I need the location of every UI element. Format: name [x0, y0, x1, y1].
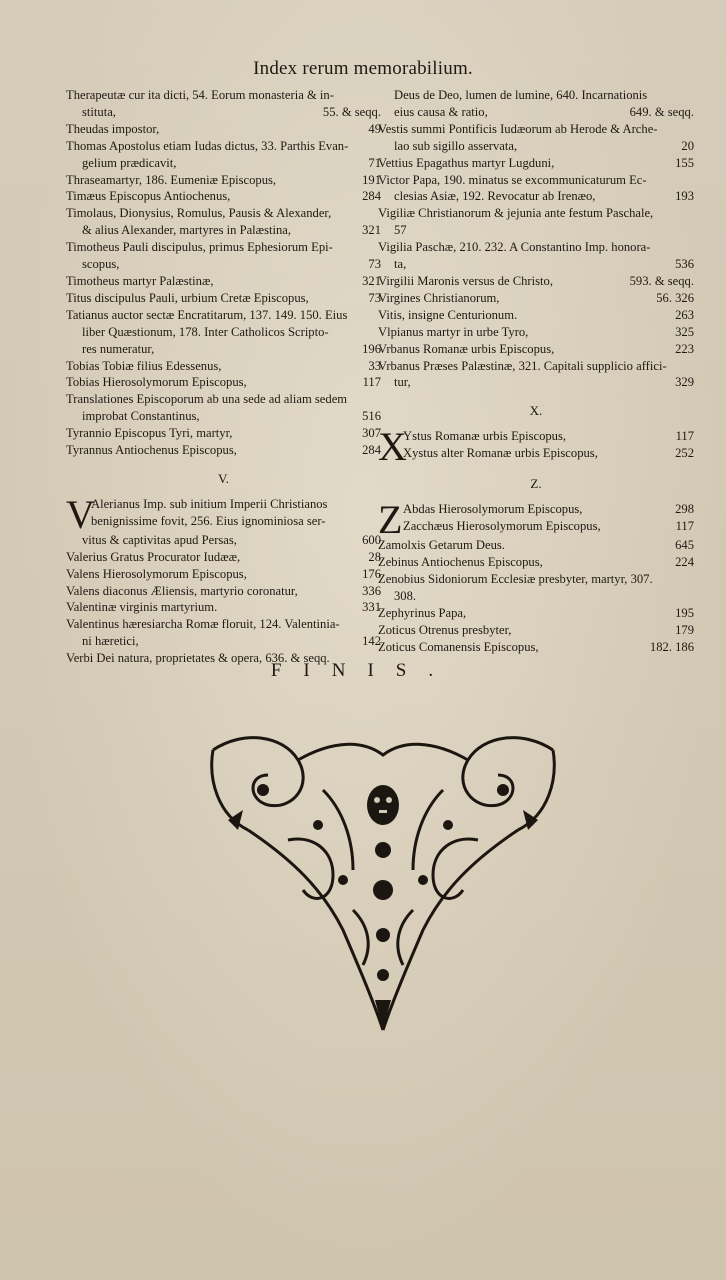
- entry-line: [66, 307, 381, 324]
- entry-line: [378, 104, 694, 121]
- index-entry: [378, 155, 694, 172]
- entry-text: Vigiliæ Christianorum & jejunia ante festum Paschale,: [378, 206, 654, 221]
- entry-page: 196: [362, 341, 381, 356]
- entry-line: [403, 445, 694, 462]
- entry-line: [378, 588, 694, 605]
- entry-text: Vrbanus Præses Palæstinæ, 321. Capitali supplicio affici-: [378, 358, 667, 373]
- index-entry: [66, 566, 381, 583]
- entry-text: Vettius Epagathus martyr Lugduni,: [378, 155, 555, 170]
- entry-text: Thomas Apostolus etiam Iudas dictus, 33. Parthis Evan-: [66, 138, 349, 153]
- entry-text: Xystus alter Romanæ urbis Episcopus,: [403, 446, 598, 461]
- entry-text: Alerianus Imp. sub initium Imperii Christianos: [91, 496, 328, 511]
- entry-text: improbat Constantinus,: [82, 409, 200, 424]
- entry-line: [378, 87, 694, 104]
- entry-line: [378, 138, 694, 155]
- entry-text: Tobias Hierosolymorum Episcopus,: [66, 375, 247, 390]
- entry-line: [66, 324, 381, 341]
- entry-text: Vitis, insigne Centurionum.: [378, 307, 518, 322]
- entry-line: [378, 121, 694, 138]
- entry-page: [690, 121, 694, 138]
- entry-text: Tyrannus Antiochenus Episcopus,: [66, 443, 237, 458]
- entry-text: Timæus Episcopus Antiochenus,: [66, 189, 231, 204]
- entry-page: 117: [675, 429, 694, 444]
- entry-page: 195: [675, 605, 694, 620]
- entry-line: [66, 549, 381, 566]
- entry-text: Zamolxis Getarum Deus.: [378, 538, 505, 553]
- index-entry: [66, 205, 381, 239]
- index-entry: [66, 583, 381, 600]
- entry-page: 325: [675, 324, 694, 339]
- entry-page: 28: [368, 549, 381, 564]
- entry-page: 73: [368, 290, 381, 305]
- index-entry: [66, 358, 381, 375]
- index-entry: [66, 549, 381, 566]
- index-entry: [66, 87, 381, 121]
- entry-text: Valens diaconus Æliensis, martyrio coronatur,: [66, 583, 298, 598]
- entry-page: 645: [675, 538, 694, 553]
- entry-line: [378, 290, 694, 307]
- entry-text: Zenobius Sidoniorum Ecclesiæ presbyter, martyr, 307.: [378, 571, 653, 586]
- index-entry: [378, 307, 694, 324]
- entry-line: [66, 155, 381, 172]
- entry-page: 284: [362, 189, 381, 204]
- entry-text: 308.: [394, 588, 417, 603]
- index-entry: [378, 121, 694, 155]
- entry-page: 223: [675, 341, 694, 356]
- index-entry: [378, 239, 694, 273]
- entry-text: ta,: [394, 257, 407, 272]
- entry-text: Zephyrinus Papa,: [378, 605, 467, 620]
- index-entry-initial: [66, 491, 381, 537]
- entry-line: [66, 633, 381, 650]
- entry-line: [91, 496, 381, 513]
- entry-page: [690, 205, 694, 222]
- entry-page: 49: [368, 121, 381, 136]
- entry-page: 142: [362, 634, 381, 649]
- entry-line: [66, 121, 381, 138]
- index-entry: [66, 188, 381, 205]
- index-entry: [378, 172, 694, 206]
- entry-page: [690, 87, 694, 104]
- entry-text: Ystus Romanæ urbis Episcopus,: [403, 429, 567, 444]
- entry-text: Abdas Hierosolymorum Episcopus,: [403, 502, 583, 517]
- index-entry: [66, 391, 381, 425]
- entry-page: 593. & seqq.: [629, 273, 694, 288]
- entry-page: 329: [675, 375, 694, 390]
- entry-line: [66, 442, 381, 459]
- entry-page: 224: [675, 555, 694, 570]
- entry-line: [378, 256, 694, 273]
- entry-line: [378, 605, 694, 622]
- index-entry: [66, 290, 381, 307]
- entry-page: 321: [362, 273, 381, 288]
- entry-line: [378, 155, 694, 172]
- entry-page: 252: [675, 446, 694, 461]
- entry-page: 336: [362, 583, 381, 598]
- entry-page: [690, 172, 694, 189]
- entry-page: 20: [681, 138, 694, 153]
- entry-line: [66, 172, 381, 189]
- entry-page: [690, 239, 694, 256]
- entry-line: [66, 205, 381, 222]
- index-entry: [66, 121, 381, 138]
- entry-text: Translationes Episcoporum ab una sede ad aliam sedem: [66, 392, 348, 407]
- entry-text: 57: [394, 223, 407, 238]
- entry-line: [66, 222, 381, 239]
- index-entry: [378, 358, 694, 392]
- entry-text: Tatianus auctor sectæ Encratitarum, 137. 149. 150. Eius: [66, 307, 348, 322]
- entry-text: Thraseamartyr, 186. Eumeniæ Episcopus,: [66, 172, 277, 187]
- entry-page: 176: [362, 566, 381, 581]
- index-entry: [378, 205, 694, 239]
- entry-line: [378, 172, 694, 189]
- initial-entry-body: [91, 496, 381, 532]
- index-entry: [66, 374, 381, 391]
- entry-page: [690, 588, 694, 605]
- index-entry: [378, 341, 694, 358]
- index-entry: [66, 307, 381, 358]
- entry-page: 263: [675, 307, 694, 322]
- entry-line: [403, 501, 694, 518]
- index-entry-initial: [378, 424, 694, 470]
- index-column-right: [378, 87, 694, 655]
- entry-page: 117: [675, 519, 694, 534]
- entry-text: Virgines Christianorum,: [378, 290, 500, 305]
- entry-line: [403, 518, 694, 535]
- entry-text: Therapeutæ cur ita dicti, 54. Eorum monasteria & in-: [66, 88, 334, 102]
- entry-line: [66, 583, 381, 600]
- entry-text: Titus discipulus Pauli, urbium Cretæ Episcopus,: [66, 290, 309, 305]
- entry-text: Tobias Tobiæ filius Edessenus,: [66, 358, 222, 373]
- entry-line: [378, 307, 694, 324]
- entry-text: Timotheus Pauli discipulus, primus Ephesiorum Epi-: [66, 240, 333, 255]
- index-entry: [66, 239, 381, 273]
- index-entry: [66, 442, 381, 459]
- entry-text: Timotheus martyr Palæstinæ,: [66, 273, 214, 288]
- entry-text: res numeratur,: [82, 341, 155, 356]
- entry-line: [403, 428, 694, 445]
- entries-v: [66, 549, 381, 667]
- entry-text: clesias Asiæ, 192. Revocatur ab Irenæo,: [394, 189, 596, 204]
- index-entry: [378, 605, 694, 622]
- entry-page: 284: [362, 443, 381, 458]
- index-entry: [378, 324, 694, 341]
- entry-line: [378, 374, 694, 391]
- entry-text: Theudas impostor,: [66, 121, 160, 136]
- section-heading-v: V.: [218, 470, 229, 486]
- entry-page: [690, 222, 694, 239]
- entry-line: [378, 358, 694, 375]
- entry-text: Zoticus Otrenus presbyter,: [378, 622, 512, 637]
- entry-text: scopus,: [82, 257, 120, 272]
- initial-entry-body: [403, 501, 694, 537]
- entry-text: benignissime fovit, 256. Eius ignominiosa ser-: [91, 513, 326, 528]
- entry-page: [690, 571, 694, 588]
- entry-text: tur,: [394, 375, 411, 390]
- entry-text: gelium prædicavit,: [82, 155, 177, 170]
- index-entry: [66, 616, 381, 650]
- entry-text: eius causa & ratio,: [394, 104, 488, 119]
- entry-text: Zacchæus Hierosolymorum Episcopus,: [403, 519, 601, 534]
- entry-line: [378, 324, 694, 341]
- entry-page: 516: [362, 409, 381, 424]
- entry-page: 321: [362, 223, 381, 238]
- entry-text: lao sub sigillo asservata,: [394, 138, 518, 153]
- entry-text: Timolaus, Dionysius, Romulus, Pausis & Alexander,: [66, 206, 332, 221]
- drop-cap-v: V: [66, 491, 95, 537]
- entry-line: [378, 639, 694, 656]
- entries-z: [378, 537, 694, 655]
- entry-line: [66, 273, 381, 290]
- entry-text: stituta,: [82, 104, 116, 119]
- entry-text: Deus de Deo, lumen de lumine, 640. Incarnationis: [394, 88, 648, 102]
- entry-page: 536: [675, 257, 694, 272]
- entry-page: 331: [362, 600, 381, 615]
- entry-line: [378, 554, 694, 571]
- index-entry: [66, 172, 381, 189]
- index-entry: [66, 138, 381, 172]
- entry-text: Verbi Dei natura, proprietates & opera, 636. & seqq.: [66, 651, 330, 666]
- entry-line: [66, 104, 381, 121]
- entry-text: Valens Hierosolymorum Episcopus,: [66, 566, 247, 581]
- index-entry: [378, 87, 694, 121]
- index-entry: [66, 599, 381, 616]
- entry-text: Vlpianus martyr in urbe Tyro,: [378, 324, 529, 339]
- entry-text: Valerius Gratus Procurator Iudææ,: [66, 549, 241, 564]
- entry-line: [66, 532, 381, 549]
- entry-text: Valentinæ virginis martyrium.: [66, 600, 218, 615]
- entry-text: Zebinus Antiochenus Episcopus,: [378, 555, 543, 570]
- entry-line: [66, 290, 381, 307]
- entry-line: [378, 622, 694, 639]
- index-entry: [378, 571, 694, 605]
- entry-page: 600: [362, 532, 381, 547]
- entry-text: Vestis summi Pontificis Iudæorum ab Herode & Arche-: [378, 121, 658, 136]
- entry-text: ni hæretici,: [82, 634, 139, 649]
- index-entry: [66, 273, 381, 290]
- initial-entry-body: [403, 428, 694, 464]
- entry-line: [91, 513, 381, 530]
- entry-text: Virgilii Maronis versus de Christo,: [378, 273, 553, 288]
- entries-v-cont: [378, 87, 694, 391]
- entry-line: [378, 239, 694, 256]
- entry-page: 33: [368, 358, 381, 373]
- entry-page: 649. & seqq.: [629, 104, 694, 119]
- index-entry: [378, 622, 694, 639]
- finis-text: FINIS.: [270, 660, 456, 681]
- entry-line: [378, 222, 694, 239]
- entry-line: [66, 188, 381, 205]
- entry-page: 56. 326: [656, 290, 694, 305]
- entry-line: [66, 256, 381, 273]
- entry-text: Vigilia Paschæ, 210. 232. A Constantino Imp. honora-: [378, 240, 651, 255]
- entry-text: vitus & captivitas apud Persas,: [82, 532, 237, 547]
- index-entry: [66, 425, 381, 442]
- entry-line: [66, 239, 381, 256]
- entry-page: 179: [675, 622, 694, 637]
- index-column-left: [66, 87, 381, 667]
- section-heading-z: Z.: [530, 476, 542, 492]
- entry-page: 307: [362, 426, 381, 441]
- entry-line: [66, 391, 381, 408]
- entry-line: [66, 408, 381, 425]
- entry-line: [66, 87, 381, 104]
- page-title: Index rerum memorabilium.: [253, 58, 473, 79]
- entry-page: 182. 186: [649, 639, 694, 654]
- entry-line: [66, 358, 381, 375]
- entry-line: [378, 537, 694, 554]
- entry-text: Victor Papa, 190. minatus se excommunicaturum Ec-: [378, 172, 647, 187]
- drop-cap-z: Z: [378, 497, 403, 543]
- index-entry: [378, 537, 694, 554]
- drop-cap-x: X: [378, 424, 407, 470]
- entry-page: 73: [368, 257, 381, 272]
- entry-text: & alius Alexander, martyres in Palæstina,: [82, 223, 292, 238]
- entries-t: [66, 87, 381, 459]
- index-entry: [378, 554, 694, 571]
- entry-line: [378, 205, 694, 222]
- entry-page: 193: [675, 189, 694, 204]
- entry-line: [378, 188, 694, 205]
- entry-line: [66, 341, 381, 358]
- entry-line: [66, 616, 381, 633]
- entry-line: [66, 138, 381, 155]
- entry-text: Vrbanus Romanæ urbis Episcopus,: [378, 341, 555, 356]
- entry-text: Zoticus Comanensis Episcopus,: [378, 639, 539, 654]
- entry-page: [690, 358, 694, 375]
- entry-page: 298: [675, 502, 694, 517]
- entry-line: [378, 571, 694, 588]
- entry-line: [66, 374, 381, 391]
- entry-line: [66, 566, 381, 583]
- entry-line: [66, 599, 381, 616]
- entry-text: Valentinus hæresiarcha Romæ floruit, 124. Valentinia-: [66, 617, 340, 632]
- entry-text: Tyrannio Episcopus Tyri, martyr,: [66, 426, 233, 441]
- entry-line: [378, 273, 694, 290]
- entry-text: liber Quæstionum, 178. Inter Catholicos Scripto-: [82, 324, 329, 339]
- entry-page: 155: [675, 155, 694, 170]
- index-entry: [378, 639, 694, 656]
- index-entry-initial: [378, 497, 694, 543]
- entry-page: 191: [362, 172, 381, 187]
- index-entry: [378, 273, 694, 290]
- entry-line: [66, 425, 381, 442]
- entry-page: 71: [368, 155, 381, 170]
- entry-line: [378, 341, 694, 358]
- section-heading-x: X.: [529, 403, 543, 419]
- entry-page: 55. & seqq.: [322, 104, 381, 119]
- fleuron-ornament-icon: [203, 730, 563, 1035]
- entry-page: 117: [362, 375, 381, 390]
- index-entry: [378, 290, 694, 307]
